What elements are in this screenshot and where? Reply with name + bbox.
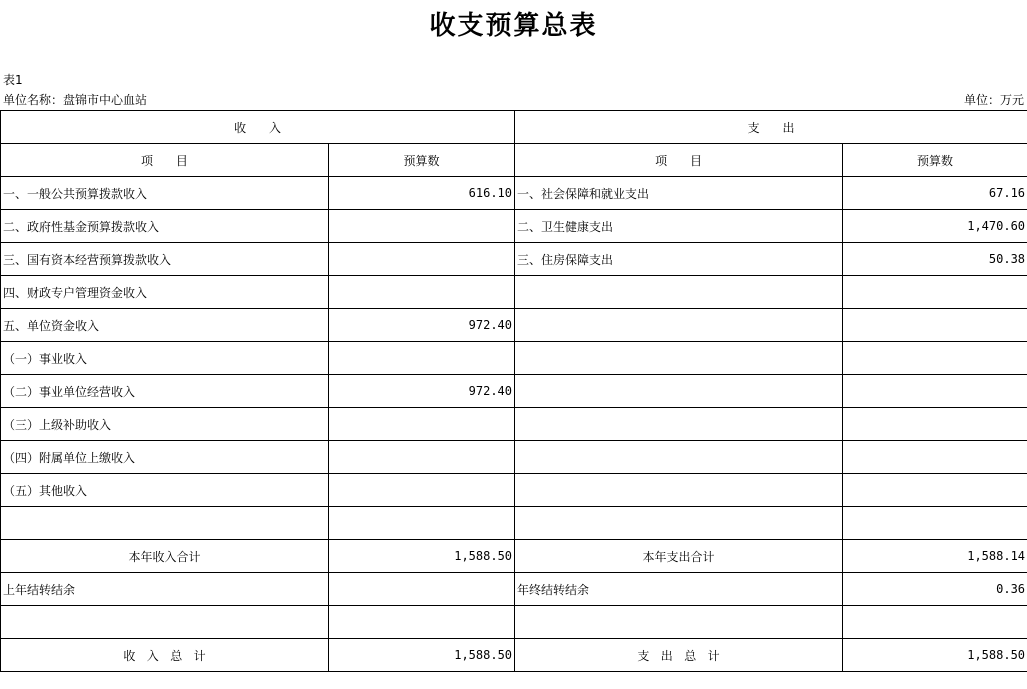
blank-row <box>1 606 1027 639</box>
income-item: （一）事业收入 <box>1 342 329 375</box>
carryover-row <box>1 573 1027 606</box>
income-item: 四、财政专户管理资金收入 <box>1 276 329 309</box>
year-income-total-label: 本年收入合计 <box>1 540 329 573</box>
income-item: （五）其他收入 <box>1 474 329 507</box>
expense-value: 50.38 <box>843 243 1027 276</box>
table-label: 表1 <box>3 73 23 87</box>
unit-label: 单位：万元 <box>963 93 1024 107</box>
income-value <box>329 276 515 309</box>
income-item: （三）上级补助收入 <box>1 408 329 441</box>
expense-value <box>843 474 1027 507</box>
expense-value: 67.16 <box>843 177 1027 210</box>
blank-cell <box>329 606 515 639</box>
expense-item: 一、社会保障和就业支出 <box>515 177 843 210</box>
income-value <box>329 507 515 540</box>
table-row <box>1 474 1027 507</box>
year-end-carryover-label: 年终结转结余 <box>515 573 843 606</box>
income-value <box>329 243 515 276</box>
grand-income-total-value: 1,588.50 <box>329 639 515 672</box>
expense-header: 支 出 <box>515 111 1027 144</box>
income-item: 三、国有资本经营预算拨款收入 <box>1 243 329 276</box>
income-budget-header: 预算数 <box>329 144 515 177</box>
expense-item-header: 项 目 <box>515 144 843 177</box>
expense-item <box>515 342 843 375</box>
page-title: 收支预算总表 <box>429 11 598 41</box>
expense-value <box>843 441 1027 474</box>
table-row <box>1 375 1027 408</box>
expense-item <box>515 375 843 408</box>
expense-value <box>843 309 1027 342</box>
table-row <box>1 507 1027 540</box>
unit-name: 单位名称：盘锦市中心血站 <box>3 93 148 107</box>
budget-table <box>0 110 1027 672</box>
income-value <box>329 408 515 441</box>
expense-budget-header: 预算数 <box>843 144 1027 177</box>
column-header-row <box>1 144 1027 177</box>
table-row <box>1 408 1027 441</box>
income-value <box>329 342 515 375</box>
blank-cell <box>843 606 1027 639</box>
table-row <box>1 342 1027 375</box>
year-expense-total-label: 本年支出合计 <box>515 540 843 573</box>
expense-item: 三、住房保障支出 <box>515 243 843 276</box>
year-income-total-value: 1,588.50 <box>329 540 515 573</box>
income-item: （二）事业单位经营收入 <box>1 375 329 408</box>
income-item-header: 项 目 <box>1 144 329 177</box>
table-row <box>1 243 1027 276</box>
income-item: （四）附属单位上缴收入 <box>1 441 329 474</box>
prior-carryover-label: 上年结转结余 <box>1 573 329 606</box>
year-total-row <box>1 540 1027 573</box>
blank-cell <box>515 606 843 639</box>
expense-value <box>843 408 1027 441</box>
grand-total-row <box>1 639 1027 672</box>
expense-item <box>515 309 843 342</box>
expense-item: 二、卫生健康支出 <box>515 210 843 243</box>
table-row <box>1 276 1027 309</box>
expense-value <box>843 507 1027 540</box>
year-end-carryover-value: 0.36 <box>843 573 1027 606</box>
section-header-row <box>1 111 1027 144</box>
grand-expense-total-label: 支 出 总 计 <box>515 639 843 672</box>
income-item: 五、单位资金收入 <box>1 309 329 342</box>
expense-value <box>843 375 1027 408</box>
income-value: 972.40 <box>329 375 515 408</box>
grand-income-total-label: 收 入 总 计 <box>1 639 329 672</box>
expense-item <box>515 441 843 474</box>
prior-carryover-value <box>329 573 515 606</box>
income-value <box>329 474 515 507</box>
income-header: 收 入 <box>1 111 515 144</box>
income-item <box>1 507 329 540</box>
year-expense-total-value: 1,588.14 <box>843 540 1027 573</box>
blank-cell <box>1 606 329 639</box>
income-item: 二、政府性基金预算拨款收入 <box>1 210 329 243</box>
income-value <box>329 441 515 474</box>
expense-item <box>515 474 843 507</box>
table-row <box>1 177 1027 210</box>
income-item: 一、一般公共预算拨款收入 <box>1 177 329 210</box>
expense-value <box>843 342 1027 375</box>
table-row <box>1 309 1027 342</box>
expense-value <box>843 276 1027 309</box>
income-value: 972.40 <box>329 309 515 342</box>
income-value <box>329 210 515 243</box>
table-row <box>1 441 1027 474</box>
income-value: 616.10 <box>329 177 515 210</box>
expense-value: 1,470.60 <box>843 210 1027 243</box>
grand-expense-total-value: 1,588.50 <box>843 639 1027 672</box>
expense-item <box>515 276 843 309</box>
table-row <box>1 210 1027 243</box>
expense-item <box>515 408 843 441</box>
expense-item <box>515 507 843 540</box>
